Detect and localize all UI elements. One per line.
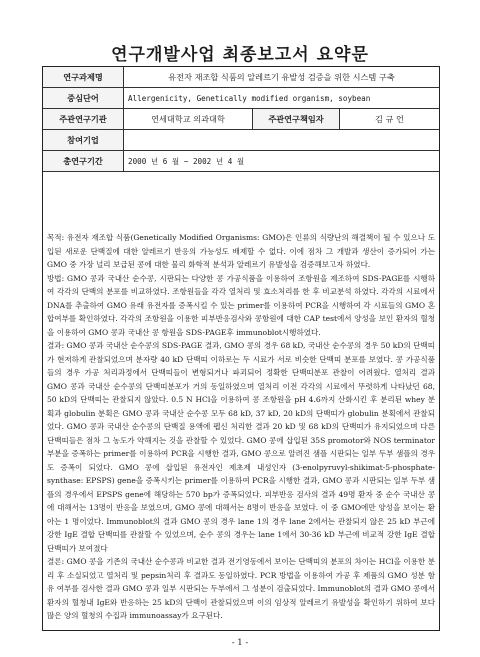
keywords-label: 중심단어 xyxy=(43,88,124,109)
row-project-name xyxy=(43,67,439,88)
summary-body xyxy=(47,231,435,623)
row-institution xyxy=(43,109,439,130)
summary-frame xyxy=(42,66,440,631)
results-paragraph: 결과: GMO 콩과 국내산 순수콩의 SDS-PAGE 결과, GMO 콩의 경우 68 kD, 국내산 순수콩의 경우 50 kD의 단백띠가 현저하게 관찰되었으며 분자량 40 kD 단백띠 이하로는 두 시료가 서로 비슷한 단백띠 분포를 보였다. 콩 가공식품들의 경우 가공 처리과정에서 단백띠들이 변형되거나 파괴되어 정확한 단백띠분포 관찰이 어려웠다. 열처리 결과 GMO 콩과 국내산 순수콩의 단백띠분포가 거의 동일하였으며 열처리 이전 각각의 시료에서 뚜렷하게 나타났던 68, 50 kD의 단백띠는 관찰되지 않았다. 0.5 N HCl을 이용하여 콩 조항원을 pH 4.6까지 산화시킨 후 분리된 whey 분획과 globulin 분획은 GMO 콩과 국내산 순수콩 모두 68 kD, 37 kD, 20 kD의 단백띠가 globulin 분획에서 관찰되었다. GMO 콩과 국내산 순수콩의 단백질 용액에 펩신 처리한 결과 20 kD 및 68 kD의 단백띠가 유지되었으며 다른 단백띠들은 점차 그 농도가 약해지는 것을 관찰할 수 있었다. GMO 콩에 삽입된 35S promotor와 NOS terminator 부분을 증폭하는 primer를 이용하여 PCR을 시행한 결과, GMO 콩으로 알려진 샘플 시판되는 일부 두부 샘플의 경우도 증폭이 되었다. GMO 콩에 삽입된 유전자인 제초제 내성인자 (3-enolpyruvyl-shikimat-5-phosphate-synthase: EPSPS) gene을 증폭시키는 primer를 이용하여 PCR을 시행한 결과, GMO 콩과 시판되는 일부 두부 샘플의 경우에서 EPSPS gene에 해당하는 570 bp가 증폭되었다. 피부반응 검사의 결과 49명 환자 중 순수 국내산 콩에 대해서는 13명이 반응을 보였으며, GMO 콩에 대해서는 8명이 반응을 보였다. 이 중 GMO에만 양성을 보이는 환아는 1 명이었다. Immunoblot의 결과 GMO 콩의 경우 lane 1의 경우 lane 2에서는 관찰되지 않은 25 kD 부근에 강한 IgE 결합 단백띠를 관찰할 수 있었으며, 순수 콩의 경우는 lane 1에서 30-36 kD 부근에 비교적 강한 IgE 결합 단백띠가 보여졌다 xyxy=(47,341,435,553)
pi-value: 김 규 언 xyxy=(340,109,440,130)
page-title: 연구개발사업 최종보고서 요약문 xyxy=(111,45,369,65)
project-info-table xyxy=(43,67,439,172)
objective-paragraph: 목적: 유전자 재조합 식품(Genetically Modified Organisms: GMO)은 인류의 식량난의 해결책이 될 수 있으나 도입된 새로운 단백질에 대한 알레르기 반응의 가능성도 배제할 수 없다. 이에 점차 그 개발과 생산이 증가되어 가는 GMO 중 가장 널리 보급된 콩에 대한 물리 화학적 분석과 알레르기 유발성을 검증해보고자 하였다. xyxy=(47,233,435,269)
period-value: 2000 년 6 월 ~ 2002 년 4 월 xyxy=(124,151,440,172)
row-keywords xyxy=(43,88,439,109)
row-period xyxy=(43,151,439,172)
project-name-label: 연구과제명 xyxy=(43,67,124,88)
period-label: 총연구기간 xyxy=(43,151,124,172)
row-participant xyxy=(43,130,439,151)
institution-value: 연세대학교 의과대학 xyxy=(124,109,253,130)
methods-paragraph: 방법: GMO 콩과 국내산 순수콩, 시판되는 다양한 콩 가공식품을 이용하여 조항원을 제조하여 SDS-PAGE를 시행하여 각각의 단백의 분포를 비교하였다. 조항원들을 각각 열처리 및 효소처리를 한 후 비교분석 하였다. 각각의 시료에서 DNA를 추출하여 GMO 유래 유전자를 증폭시킬 수 있는 primer를 이용하여 PCR을 시행하여 각 시료들의 GMO 혼합여부를 확인하였다. 각각의 조항원을 이용한 피부반응검사와 콩항원에 대한 CAP test에서 양성을 보인 환자의 혈청을 이용하여 GMO 콩과 국내산 콩 항원을 SDS-PAGE후 immunoblot시행하였다. xyxy=(47,273,435,337)
institution-label: 주관연구기관 xyxy=(43,109,124,130)
pi-label: 주관연구책임자 xyxy=(253,109,340,130)
participant-label: 참여기업 xyxy=(43,130,124,151)
page-number: - 1 - xyxy=(231,638,249,648)
conclusion-paragraph: 결론: GMO 콩을 기존의 국내산 순수콩과 비교한 결과 전기영동에서 보이는 단백띠의 분포의 차이는 HCl을 이용한 분리 후 소실되었고 열처리 및 pepsin처리 후 결과도 동일하였다. PCR 방법을 이용하여 가공 후 제품의 GMO 성분 함유 여부를 검사한 결과 GMO 콩과 일부 시판되는 두부에서 그 성분이 검출되었다. Immunoblot의 결과 GMO 콩에서 환자의 혈청내 IgE와 반응하는 25 kD의 단백이 관찰되었으며 이의 임상적 알레르기 유발성을 확인하기 위하여 보다 많은 양의 혈청의 수집과 immunoassay가 요구된다. xyxy=(47,557,435,620)
keywords-value: Allergenicity, Genetically modified organism, soybean xyxy=(124,88,440,109)
participant-value xyxy=(124,130,440,151)
project-name-value: 유전자 재조합 식품의 알레르기 유발성 검증을 위한 시스템 구축 xyxy=(124,67,440,88)
